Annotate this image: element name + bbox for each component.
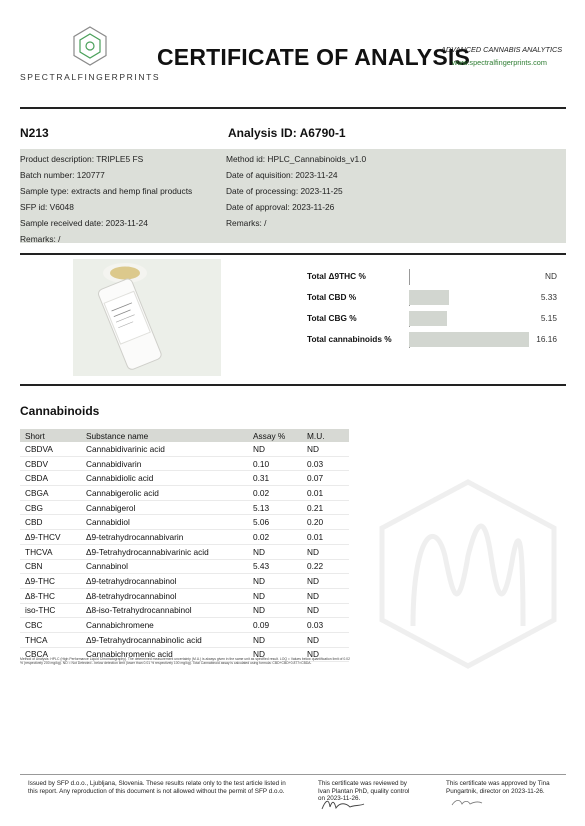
cell-mu: ND [302, 588, 349, 603]
cell-substance: Cannabichromenic acid [81, 647, 248, 662]
cell-substance: Cannabidivarinic acid [81, 442, 248, 456]
table-row [20, 632, 349, 647]
summary-bar [409, 290, 449, 305]
method-note: Method of Analysis: HPLC (High Performance Liquid Chromatography). The determined measurement uncertainty (M.U.) is always given in the same unit as specified result. LOQ = Values below quantification limit of 0.02 % (respectively 200 mg/kg). ND = Not Detected - below detection limit (lower than 0.01 % respectively 100 mg/kg). Total Cannabinoid assay is calculated using formula: CBD+CBD+0.877×CBDA. [20, 657, 350, 666]
cell-substance: Cannabigerol [81, 500, 248, 515]
sample-info-left [20, 151, 192, 247]
divider [20, 107, 566, 109]
summary-label: Total CBG % [307, 313, 357, 323]
product-description: Product description: TRIPLE5 FS [20, 154, 144, 164]
cell-substance: Cannabinol [81, 559, 248, 574]
cell-assay: 0.02 [248, 530, 302, 545]
cell-assay: ND [248, 442, 302, 456]
cell-substance: Δ8-iso-Tetrahydrocannabinol [81, 603, 248, 618]
table-row [20, 544, 349, 559]
cell-assay: ND [248, 603, 302, 618]
cell-assay: ND [248, 574, 302, 589]
cell-assay: 5.06 [248, 515, 302, 530]
column-header: Assay % [248, 429, 302, 442]
table-row [20, 471, 349, 486]
website-link[interactable]: www.spectralfingerprints.com [452, 58, 547, 67]
table-header-row [20, 429, 349, 442]
summary-value: 5.33 [540, 292, 557, 302]
table-row [20, 574, 349, 589]
cell-assay: 5.13 [248, 500, 302, 515]
table-row [20, 603, 349, 618]
cell-substance: Cannabidivarin [81, 456, 248, 471]
cell-substance: Δ9-Tetrahydrocannabinolic acid [81, 632, 248, 647]
cell-substance: Δ9-tetrahydrocannabivarin [81, 530, 248, 545]
document-title: CERTIFICATE OF ANALYSIS [157, 44, 470, 70]
cell-assay: ND [248, 647, 302, 662]
cell-mu: 0.07 [302, 471, 349, 486]
cell-assay: 0.09 [248, 618, 302, 633]
brand-tagline: ADVANCED CANNABIS ANALYTICS [441, 45, 563, 54]
approver-signature [450, 796, 484, 810]
cell-assay: ND [248, 544, 302, 559]
summary-label: Total cannabinoids % [307, 334, 392, 344]
sample-type: Sample type: extracts and hemp final products [20, 186, 193, 196]
cell-substance: Δ9-Tetrahydrocannabivarinic acid [81, 544, 248, 559]
cell-mu: 0.03 [302, 618, 349, 633]
acquisition-date: Date of aquisition: 2023-11-24 [226, 170, 338, 180]
logo-text: SPECTRALFINGERPRINTS [20, 72, 161, 82]
summary-axis-line [409, 269, 410, 285]
table-row [20, 486, 349, 501]
cell-short: THCVA [20, 544, 81, 559]
summary-label: Total CBD % [307, 292, 357, 302]
summary-value: ND [545, 271, 557, 281]
cell-short: CBGA [20, 486, 81, 501]
cell-mu: 0.21 [302, 500, 349, 515]
column-header: Short [20, 429, 81, 442]
cell-assay: 0.31 [248, 471, 302, 486]
section-title: Cannabinoids [20, 404, 100, 418]
divider [20, 253, 566, 255]
cell-short: CBDV [20, 456, 81, 471]
cell-short: Δ9-THC [20, 574, 81, 589]
summary-bar [409, 311, 447, 326]
table-row [20, 618, 349, 633]
cell-short: CBDA [20, 471, 81, 486]
cell-mu: 0.03 [302, 456, 349, 471]
received-date: Sample received date: 2023-11-24 [20, 218, 148, 228]
approval-date: Date of approval: 2023-11-26 [226, 202, 335, 212]
column-header: Substance name [81, 429, 248, 442]
table-row [20, 456, 349, 471]
processing-date: Date of processing: 2023-11-25 [226, 186, 343, 196]
cell-short: CBDVA [20, 442, 81, 456]
issued-note: Issued by SFP d.o.o., Ljubljana, Slovenia. These results relate only to the test article listed in this report. Any reproduction of this document is not allowed without the permit of SFP d.o.o. [28, 780, 286, 795]
cell-assay: 0.10 [248, 456, 302, 471]
remarks: Remarks: / [226, 218, 267, 228]
analysis-id: Analysis ID: A6790-1 [228, 126, 346, 140]
cell-substance: Cannabidiol [81, 515, 248, 530]
summary-value: 16.16 [536, 334, 557, 344]
cell-assay: ND [248, 632, 302, 647]
cell-short: iso-THC [20, 603, 81, 618]
summary-bar [409, 332, 529, 347]
table-row [20, 500, 349, 515]
cannabinoids-table [20, 429, 349, 662]
cell-short: CBC [20, 618, 81, 633]
table-row [20, 530, 349, 545]
cell-short: THCA [20, 632, 81, 647]
remarks: Remarks: / [20, 234, 61, 244]
cell-short: Δ8-THC [20, 588, 81, 603]
cell-mu: ND [302, 647, 349, 662]
cell-short: CBD [20, 515, 81, 530]
cell-short: CBN [20, 559, 81, 574]
summary-label: Total Δ9THC % [307, 271, 366, 281]
table-row [20, 559, 349, 574]
approved-note: This certificate was approved by Tina Pungartnik, director on 2023-11-26. [446, 780, 550, 795]
cell-short: Δ9-THCV [20, 530, 81, 545]
cell-short: CBCA [20, 647, 81, 662]
sfp-id: SFP id: V6048 [20, 202, 74, 212]
divider [20, 774, 566, 775]
cell-substance: Δ8-tetrahydrocannabinol [81, 588, 248, 603]
cell-substance: Cannabichromene [81, 618, 248, 633]
method-id: Method id: HPLC_Cannabinoids_v1.0 [226, 154, 367, 164]
cell-substance: Cannabidiolic acid [81, 471, 248, 486]
cell-assay: 5.43 [248, 559, 302, 574]
sample-id: N213 [20, 126, 49, 140]
cell-substance: Cannabigerolic acid [81, 486, 248, 501]
table-row [20, 588, 349, 603]
sample-info-panel [20, 149, 566, 243]
column-header: M.U. [302, 429, 349, 442]
cell-mu: 0.01 [302, 530, 349, 545]
batch-number: Batch number: 120777 [20, 170, 105, 180]
reviewed-note: This certificate was reviewed by Ivan Plantan PhD, quality control on 2023-11-26. [318, 780, 410, 802]
cell-mu: 0.01 [302, 486, 349, 501]
sample-info-right [226, 151, 366, 231]
cell-mu: ND [302, 603, 349, 618]
cell-mu: ND [302, 632, 349, 647]
cell-assay: ND [248, 588, 302, 603]
cell-assay: 0.02 [248, 486, 302, 501]
cell-mu: 0.20 [302, 515, 349, 530]
cell-mu: ND [302, 574, 349, 589]
reviewer-signature [320, 797, 366, 813]
cell-mu: ND [302, 544, 349, 559]
watermark-logo [373, 476, 563, 672]
cell-mu: 0.22 [302, 559, 349, 574]
cell-mu: ND [302, 442, 349, 456]
table-row [20, 515, 349, 530]
cell-short: CBG [20, 500, 81, 515]
table-row [20, 442, 349, 456]
sample-photo [73, 259, 221, 376]
cell-substance: Δ9-tetrahydrocannabinol [81, 574, 248, 589]
summary-value: 5.15 [540, 313, 557, 323]
divider [20, 384, 566, 386]
